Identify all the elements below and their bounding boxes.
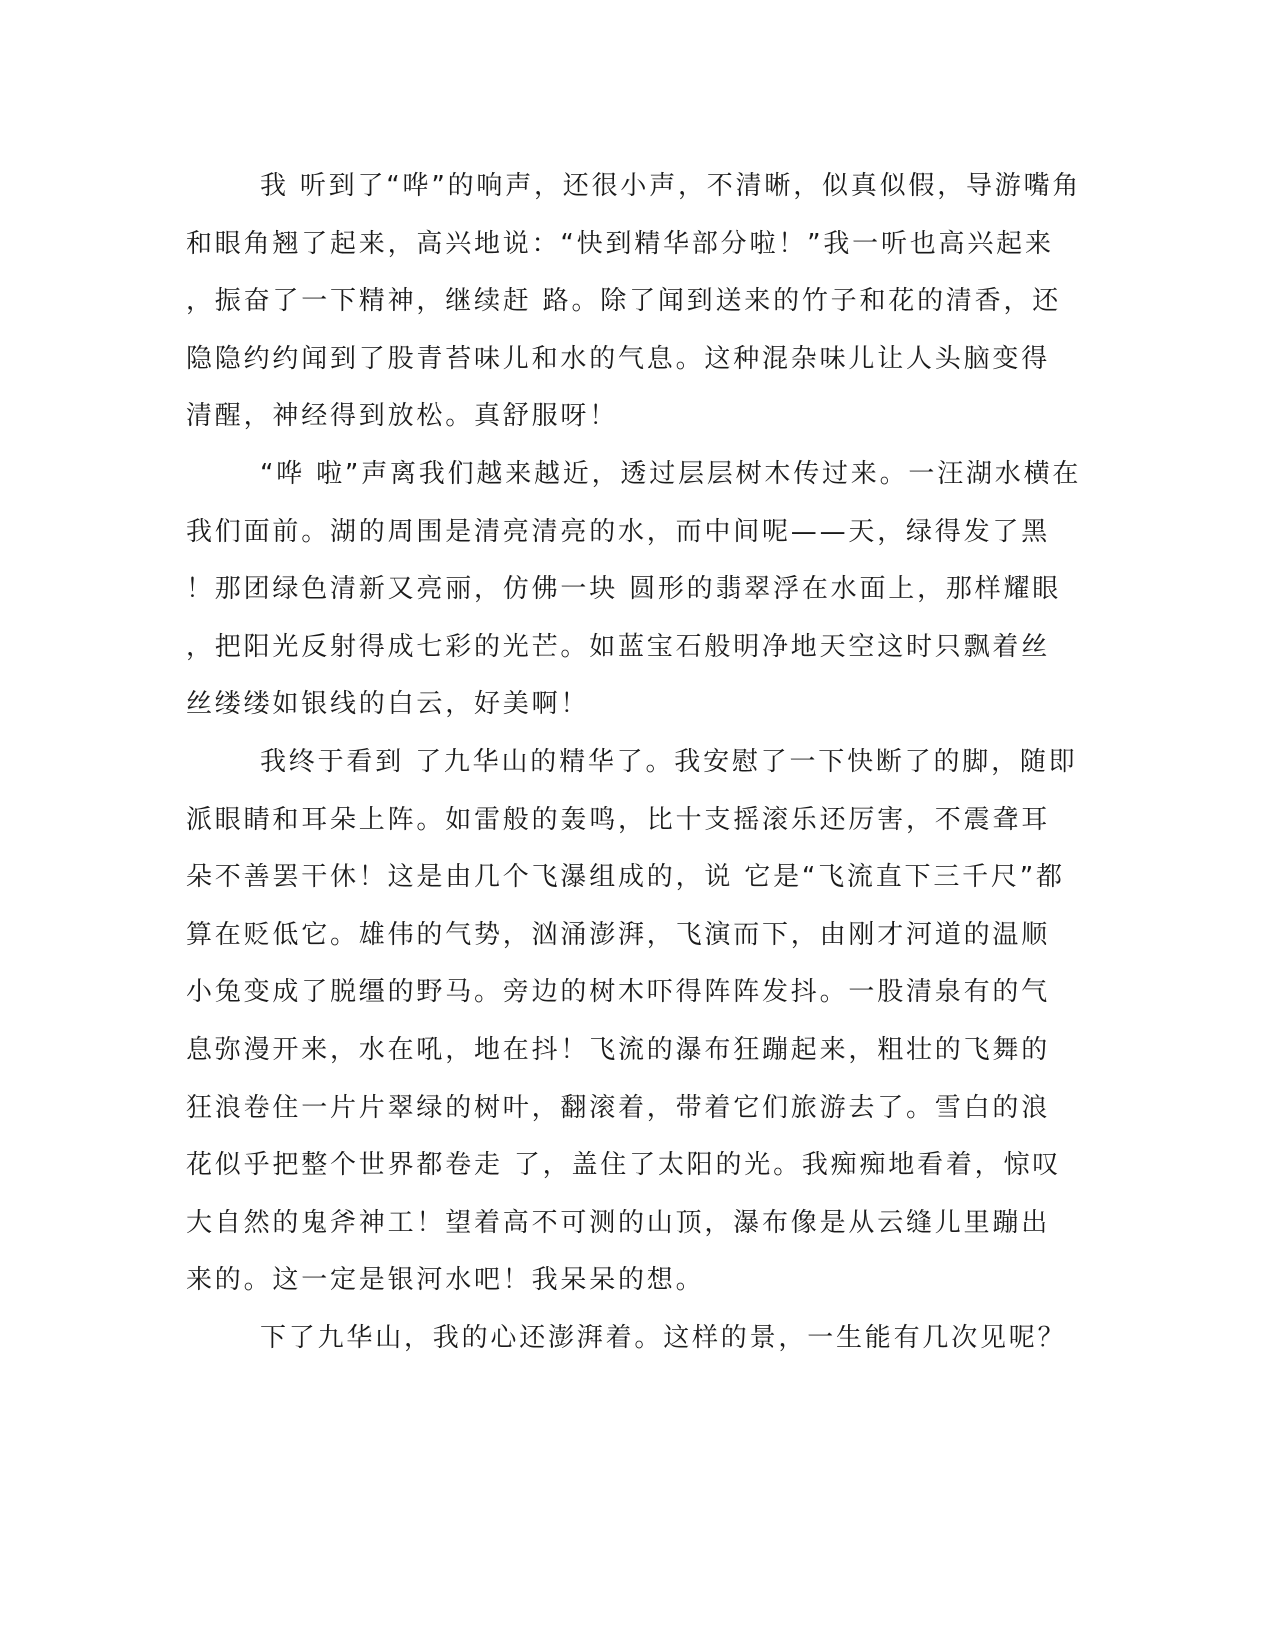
text-line: 小兔变成了脱缰的野马。旁边的树木吓得阵阵发抖。一股清泉有的气 bbox=[186, 977, 1051, 1008]
text-line: 大自然的鬼斧神工！望着高不可测的山顶，瀑布像是从云缝儿里蹦出 bbox=[186, 1207, 1051, 1238]
text-line: ，把阳光反射得成七彩的光芒。如蓝宝石般明净地天空这时只飘着丝 bbox=[186, 631, 1051, 662]
text-line: 下了九华山，我的心还澎湃着。这样的景，一生能有几次见呢？ bbox=[260, 1322, 1067, 1353]
paragraph-4 bbox=[186, 1310, 1066, 1368]
text-line: ！那团绿色清新又亮丽，仿佛一块 圆形的翡翠浮在水面上，那样耀眼 bbox=[186, 574, 1062, 605]
text-line: “哗 啦”声离我们越来越近，透过层层树木传过来。一汪湖水横在 bbox=[260, 458, 1082, 489]
text-line: 算在贬低它。雄伟的气势，汹涌澎湃，飞演而下，由刚才河道的温顺 bbox=[186, 919, 1051, 950]
paragraph-3 bbox=[186, 734, 1078, 1310]
text-line: 我终于看到 了九华山的精华了。我安慰了一下快断了的脚，随即 bbox=[260, 746, 1078, 777]
document-body bbox=[186, 158, 1082, 1367]
text-line: 息弥漫开来，水在吼，地在抖！飞流的瀑布狂蹦起来，粗壮的飞舞的 bbox=[186, 1034, 1051, 1065]
text-line: 丝缕缕如银线的白云，好美啊！ bbox=[186, 689, 590, 720]
text-line: 派眼睛和耳朵上阵。如雷般的轰鸣，比十支摇滚乐还厉害，不震聋耳 bbox=[186, 804, 1051, 835]
text-line: 隐隐约约闻到了股青苔味儿和水的气息。这种混杂味儿让人头脑变得 bbox=[186, 343, 1051, 374]
text-line: 来的。这一定是银河水吧！我呆呆的想。 bbox=[186, 1265, 705, 1296]
text-line: 我们面前。湖的周围是清亮清亮的水，而中间呢——天，绿得发了黑 bbox=[186, 516, 1051, 547]
text-line: ，振奋了一下精神，继续赶 路。除了闻到送来的竹子和花的清香，还 bbox=[186, 286, 1062, 317]
text-line: 花似乎把整个世界都卷走 了，盖住了太阳的光。我痴痴地看着，惊叹 bbox=[186, 1150, 1062, 1181]
text-line: 清醒，神经得到放松。真舒服呀！ bbox=[186, 401, 619, 432]
paragraph-1 bbox=[186, 158, 1082, 446]
text-line: 我 听到了“哗”的响声，还很小声，不清晰，似真似假，导游嘴角 bbox=[260, 171, 1082, 201]
text-line: 朵不善罢干休！这是由几个飞瀑组成的，说 它是“飞流直下三千尺”都 bbox=[186, 862, 1065, 893]
text-line: 狂浪卷住一片片翠绿的树叶，翻滚着，带着它们旅游去了。雪白的浪 bbox=[186, 1092, 1051, 1123]
paragraph-2 bbox=[186, 446, 1082, 734]
text-line: 和眼角翘了起来，高兴地说：“快到精华部分啦！”我一听也高兴起来 bbox=[186, 228, 1054, 259]
